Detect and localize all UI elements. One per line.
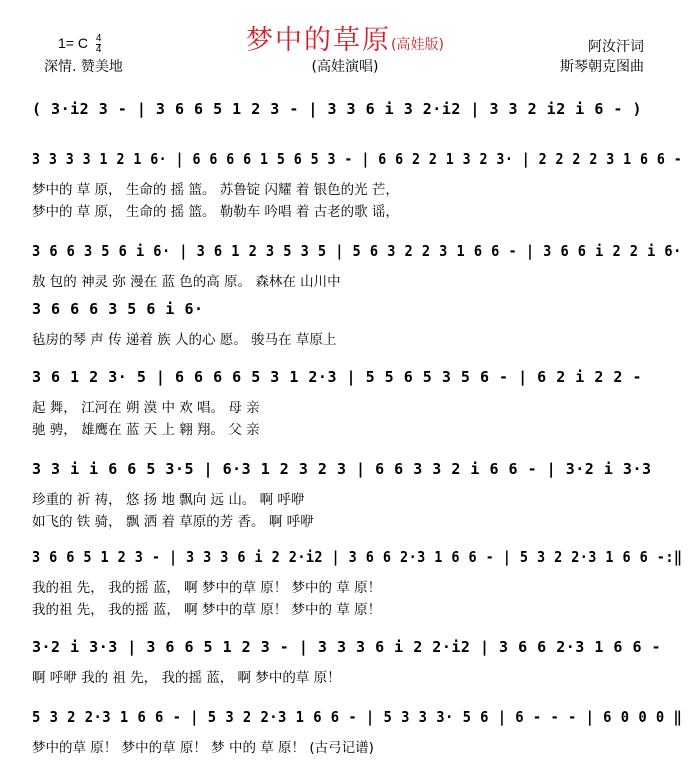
- notation-line-3: 3 6 6 3 5 6 i 6· | 3 6 1 2 3 5 3 5 | 5 6 3 2 2 3 1 6 6 - | 3 6 6 i 2 2 i 6·: [32, 242, 682, 260]
- time-top: 4: [95, 33, 102, 44]
- notation-line-5: 3 6 1 2 3· 5 | 6 6 6 6 5 3 1 2·3 | 5 5 6 5 3 5 6 - | 6 2 i 2 2 -: [32, 368, 642, 386]
- lyric-line-5a: 起 舞， 江河在 朔 漠 中 欢 唱。 母 亲: [32, 400, 260, 416]
- mood-marking: 深情. 赞美地: [44, 59, 123, 75]
- time-bottom: 4: [95, 44, 102, 55]
- lyric-line-9: 梦中的草 原！ 梦中的草 原！ 梦 中的 草 原！ (古弓记谱): [32, 740, 374, 756]
- notation-line-2: 3 3 3 3 1 2 1 6· | 6 6 6 6 1 5 6 5 3 - | 6 6 2 2 1 3 2 3· | 2 2 2 2 3 1 6 6 -: [32, 150, 683, 168]
- lyric-line-6a: 珍重的 祈 祷， 悠 扬 地 飘向 远 山。 啊 呼咿: [32, 492, 305, 508]
- notation-line-6: 3 3 i i 6 6 5 3·5 | 6·3 1 2 3 2 3 | 6 6 3 3 2 i 6 6 - | 3·2 i 3·3: [32, 460, 652, 478]
- key-label: 1= C: [58, 35, 88, 52]
- lyric-line-2b: 梦中的 草 原， 生命的 摇 篮。 勒勒车 吟唱 着 古老的歌 谣，: [32, 204, 399, 220]
- lyric-line-4: 毡房的琴 声 传 递着 族 人的心 愿。 骏马在 草原上: [32, 332, 337, 348]
- lyric-line-2a: 梦中的 草 原， 生命的 摇 篮。 苏鲁锭 闪耀 着 银色的光 芒，: [32, 182, 399, 198]
- performer-credit: (高娃演唱): [311, 59, 379, 75]
- lyric-line-7a: 我的祖 先， 我的摇 蓝， 啊 梦中的草 原！ 梦中的 草 原！: [32, 580, 382, 596]
- song-title: [0, 18, 690, 57]
- notation-line-1: ( 3·i2 3 - | 3 6 6 5 1 2 3 - | 3 3 6 i 3 2·i2 | 3 3 2 i2 i 6 - ): [32, 100, 642, 118]
- lyric-line-5b: 驰 骋， 雄鹰在 蓝 天 上 翱 翔。 父 亲: [32, 422, 260, 438]
- title-version: (高娃版): [391, 37, 444, 53]
- notation-line-9: 5 3 2 2·3 1 6 6 - | 5 3 2 2·3 1 6 6 - | 5 3 3 3· 5 6 | 6 - - - | 6 0 0 0 ‖: [32, 708, 683, 726]
- lyric-line-7b: 我的祖 先， 我的摇 蓝， 啊 梦中的草 原！ 梦中的 草 原！: [32, 602, 382, 618]
- lyric-line-6b: 如飞的 铁 骑， 飘 洒 着 草原的芳 香。 啊 呼咿: [32, 514, 314, 530]
- title-main: 梦中的草原: [246, 25, 392, 56]
- lyric-line-8: 啊 呼咿 我的 祖 先， 我的摇 蓝， 啊 梦中的草 原！: [32, 670, 341, 686]
- lyricist-credit: 阿汝汗词: [588, 39, 644, 55]
- notation-line-4: 3 6 6 6 3 5 6 i 6·: [32, 300, 204, 318]
- time-signature: [96, 34, 102, 55]
- lyric-line-3: 敖 包的 神灵 弥 漫在 蓝 色的高 原。 森林在 山川中: [32, 274, 341, 290]
- notation-line-7: 3 6 6 5 1 2 3 - | 3 3 3 6 i 2 2·i2 | 3 6 6 2·3 1 6 6 - | 5 3 2 2·3 1 6 6 -:‖: [32, 548, 683, 566]
- notation-line-8: 3·2 i 3·3 | 3 6 6 5 1 2 3 - | 3 3 3 6 i 2 2·i2 | 3 6 6 2·3 1 6 6 -: [32, 638, 662, 656]
- key-signature: [58, 34, 101, 55]
- composer-credit: 斯琴朝克图曲: [560, 59, 644, 75]
